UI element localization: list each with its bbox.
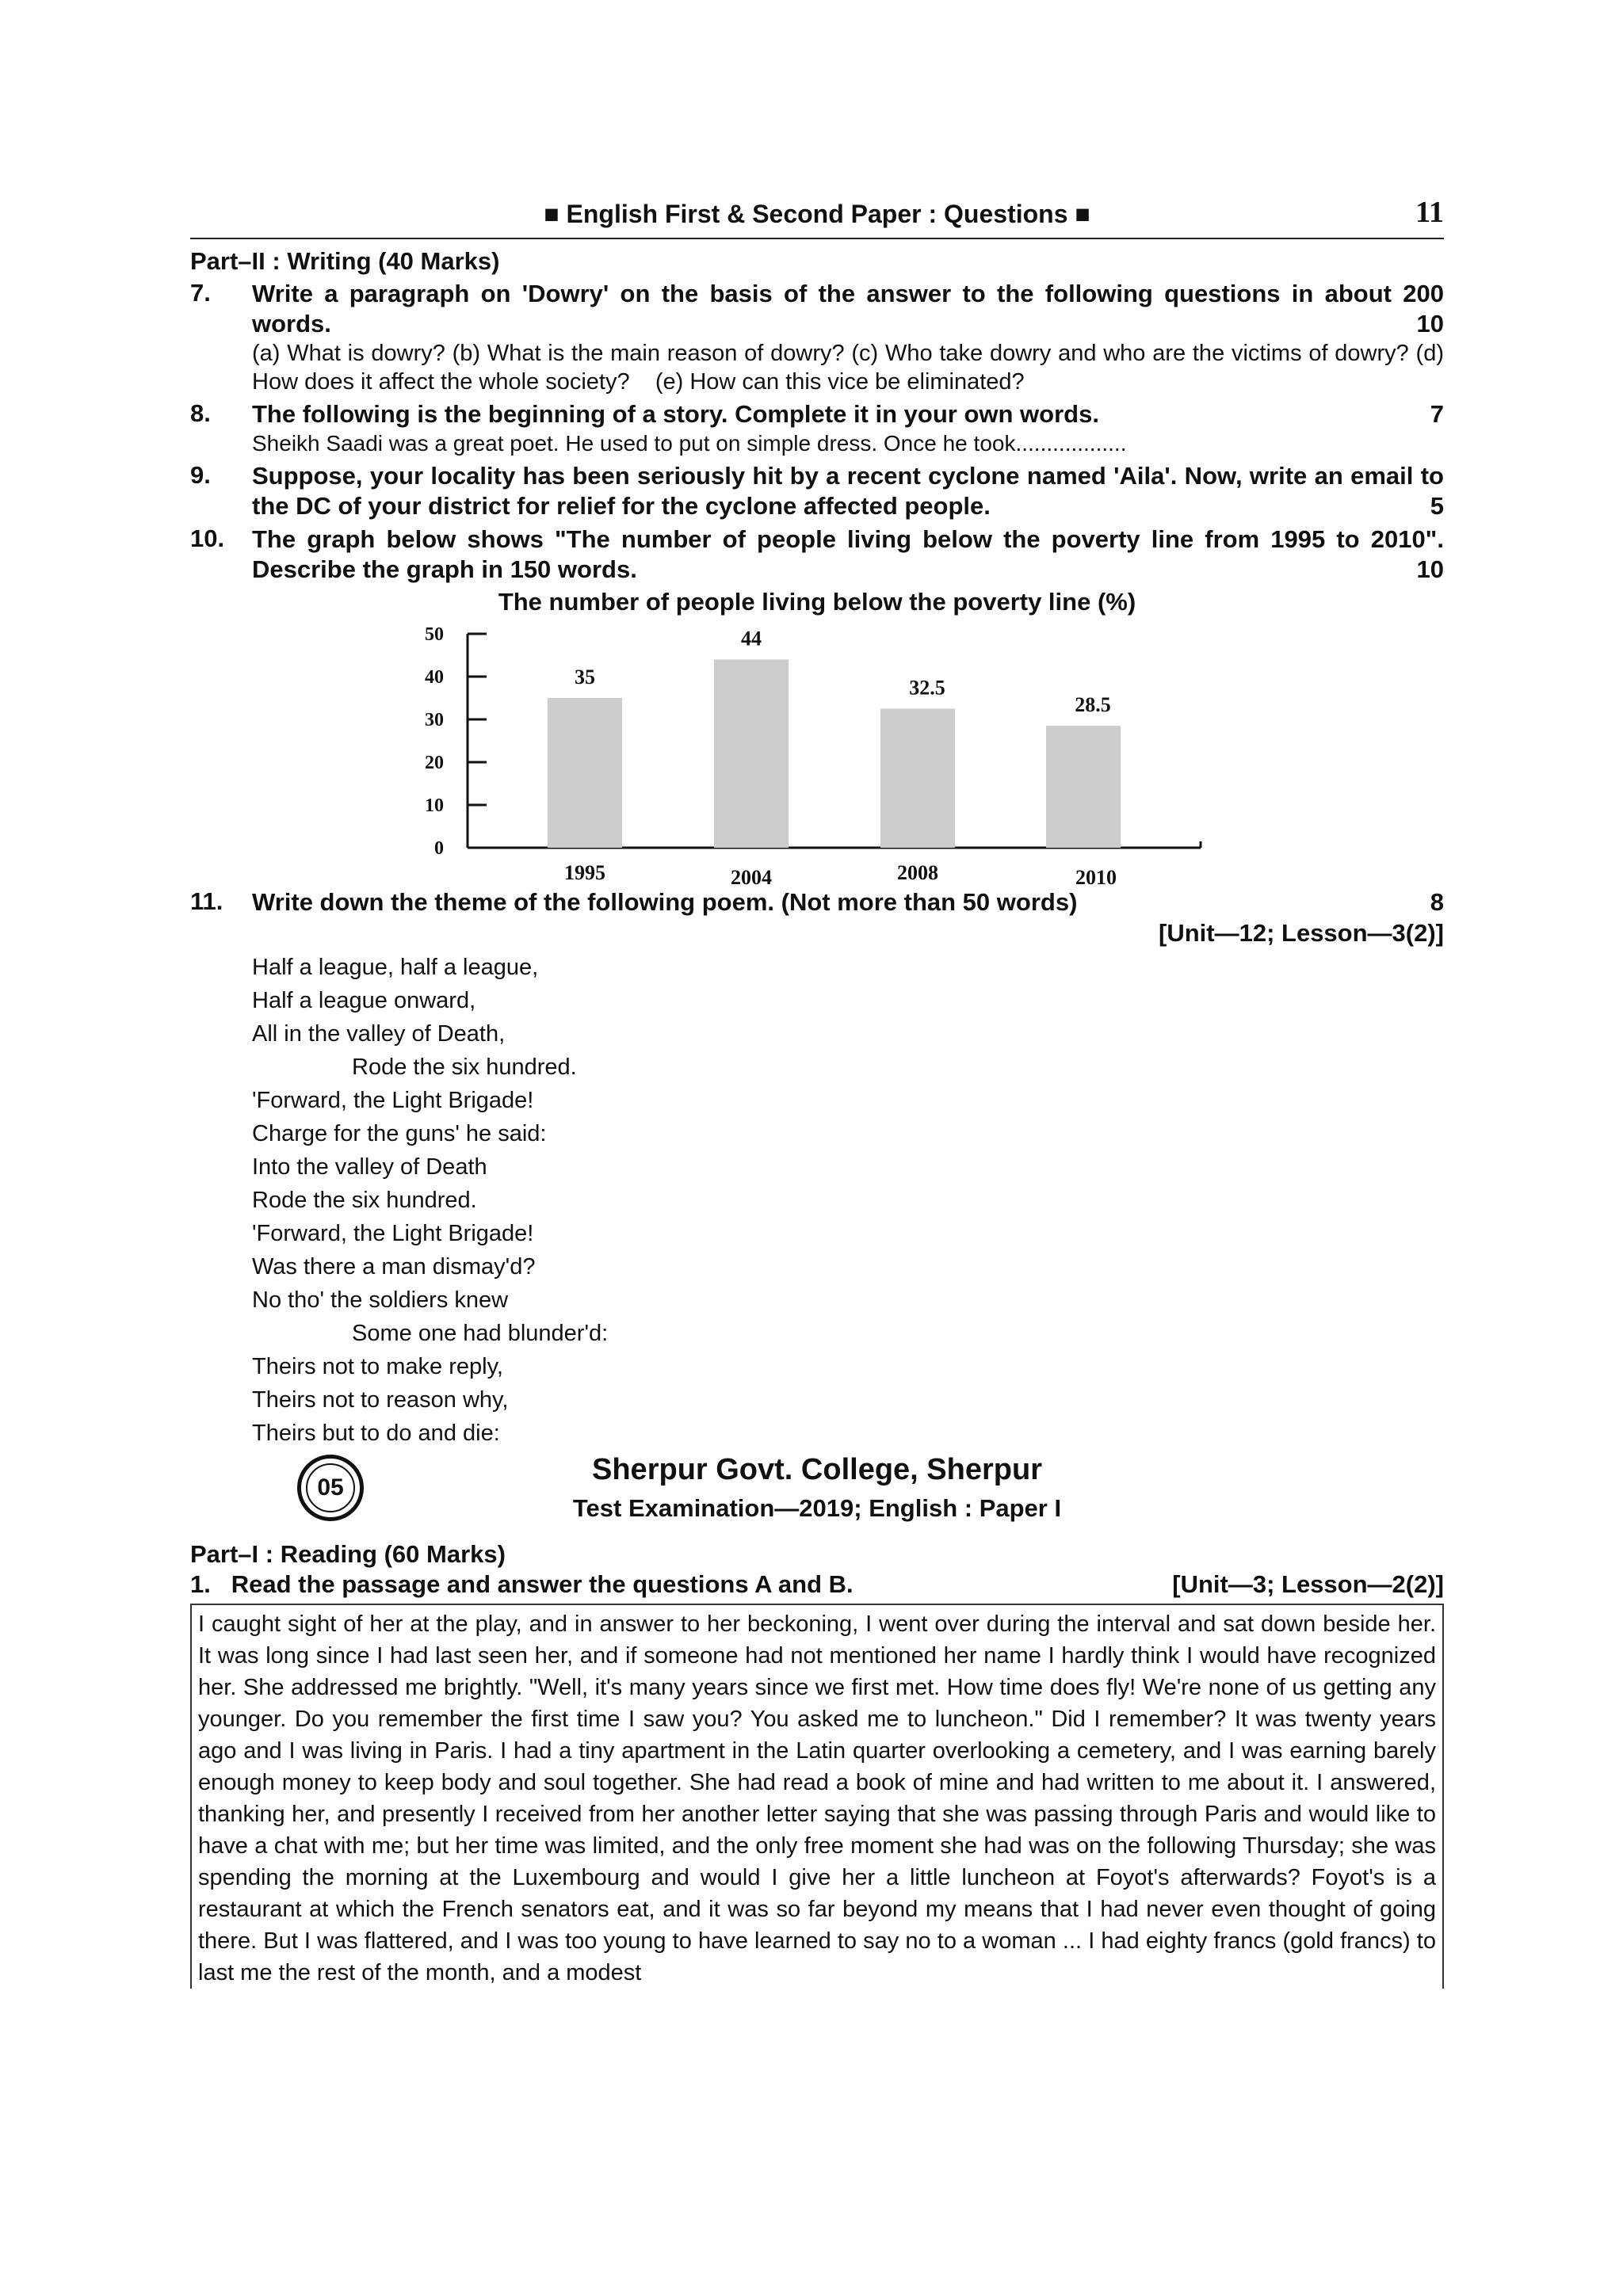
page-header bbox=[190, 190, 1444, 239]
question-9 bbox=[190, 461, 1444, 521]
poem-line: 'Forward, the Light Brigade! bbox=[252, 1088, 534, 1113]
college-heading bbox=[190, 1453, 1444, 1540]
question-prompt: Read the passage and answer the questions A and B. bbox=[231, 1570, 854, 1598]
question-marks: 5 bbox=[1430, 492, 1444, 520]
question-text bbox=[252, 887, 1444, 917]
x-tick-label: 1995 bbox=[564, 861, 605, 884]
x-tick-label: 2004 bbox=[731, 866, 772, 886]
poverty-bar-chart bbox=[190, 616, 1444, 886]
poem-line: Rode the six hundred. bbox=[252, 1188, 477, 1213]
poem-line: 'Forward, the Light Brigade! bbox=[252, 1221, 534, 1246]
question-prompt: Write a paragraph on 'Dowry' on the basis of the answer to the following questions in about 200 words. bbox=[252, 280, 1444, 338]
question-marks: 7 bbox=[1430, 400, 1444, 428]
page-number: 11 bbox=[1415, 196, 1444, 229]
poem-line: Into the valley of Death bbox=[252, 1154, 487, 1180]
question-prompt: The graph below shows "The number of people living below the poverty line from 1995 to 2010". Describe the graph in 150 words. bbox=[252, 525, 1444, 583]
reading-passage: I caught sight of her at the play, and in answer to her beckoning, I went over during the interval and sat down beside her. It was long since I had last seen her, and if someone had not mentioned her name I hardly think I would have recognized her. She addressed me brightly. "Well, it's many years since we first met. How time does fly! We're none of us getting any younger. Do you remember the first time I saw you? You asked me to luncheon." Did I remember? It was twenty years ago and I was living in Paris. I had a tiny apartment in the Latin quarter overlooking a cemetery, and I was earning barely enough money to keep body and soul together. She had read a book of mine and had written to me about it. I answered, thanking her, and presently I received from her another letter saying that she was passing through Paris and would like to have a chat with me; but her time was limited, and the only free moment she had was on the following Thursday; she was spending the morning at the Luxembourg and would I give her a little luncheon at Foyot's afterwards? Foyot's is a restaurant at which the French senators eat, and it was so far beyond my means that I had never even thought of going there. But I was flattered, and I was too young to have learned to say no to a woman ... I had eighty francs (gold francs) to last me the rest of the month, and a modest bbox=[190, 1604, 1444, 1989]
poem-line: No tho' the soldiers knew bbox=[252, 1287, 509, 1313]
part-1-title: Part–I : Reading (60 Marks) bbox=[190, 1540, 506, 1568]
bar-2004 bbox=[714, 659, 789, 848]
question-11 bbox=[190, 887, 1444, 917]
question-8 bbox=[190, 399, 1444, 458]
y-tick-label: 40 bbox=[425, 667, 444, 688]
bar-value-label: 28.5 bbox=[1075, 693, 1111, 717]
question-subparts bbox=[252, 339, 1444, 396]
header-title: ■ English First & Second Paper : Questions ■ bbox=[544, 200, 1090, 228]
question-number: 10. bbox=[190, 524, 225, 552]
unit-lesson-ref: [Unit—12; Lesson—3(2)] bbox=[1159, 919, 1444, 947]
y-tick-label: 10 bbox=[425, 795, 444, 816]
poem-line: Some one had blunder'd: bbox=[352, 1321, 609, 1346]
question-marks: 8 bbox=[1430, 888, 1444, 916]
bar-2010 bbox=[1046, 726, 1121, 848]
subpart-e: (e) How can this vice be eliminated? bbox=[655, 369, 1025, 395]
poem-line: Rode the six hundred. bbox=[352, 1055, 577, 1080]
bar-value-label: 35 bbox=[575, 666, 595, 688]
poem-line: Theirs not to make reply, bbox=[252, 1354, 503, 1379]
question-prompt: Suppose, your locality has been seriously hit by a recent cyclone named 'Aila'. Now, write an email to the DC of your district for relief for the cyclone affected people. bbox=[252, 462, 1444, 520]
question-number: 1. bbox=[190, 1570, 211, 1598]
question-number: 11. bbox=[190, 887, 223, 915]
poem bbox=[190, 951, 1444, 1450]
question-prompt: Write down the theme of the following poem. (Not more than 50 words) bbox=[252, 888, 1078, 916]
poem-line: Charge for the guns' he said: bbox=[252, 1121, 547, 1146]
question-text bbox=[252, 279, 1444, 339]
unit-lesson-ref: [Unit—3; Lesson—2(2)] bbox=[1172, 1570, 1444, 1598]
x-tick-label: 2008 bbox=[897, 861, 938, 884]
bar-value-label: 32.5 bbox=[909, 676, 945, 700]
college-name: Sherpur Govt. College, Sherpur bbox=[592, 1453, 1042, 1486]
question-text bbox=[252, 399, 1444, 429]
question-text bbox=[252, 461, 1444, 521]
x-tick-label: 2010 bbox=[1075, 866, 1117, 886]
y-tick-label: 0 bbox=[434, 838, 444, 859]
question-number: 9. bbox=[190, 461, 211, 489]
poem-line: Theirs not to reason why, bbox=[252, 1387, 509, 1413]
question-number: 8. bbox=[190, 399, 211, 427]
bar-2008 bbox=[880, 709, 955, 849]
question-7 bbox=[190, 279, 1444, 396]
poem-line: Half a league onward, bbox=[252, 988, 476, 1013]
badge-number: 05 bbox=[306, 1463, 355, 1512]
bar-value-label: 44 bbox=[741, 627, 762, 650]
chart-title: The number of people living below the poverty line (%) bbox=[498, 588, 1136, 616]
poem-line: Was there a man dismay'd? bbox=[252, 1254, 536, 1280]
poem-line: Half a league, half a league, bbox=[252, 955, 539, 980]
subparts-a-d: (a) What is dowry? (b) What is the main reason of dowry? (c) Who take dowry and who are the victims of dowry? (d) How does it affect the whole society? bbox=[252, 341, 1444, 395]
exam-title: Test Examination—2019; English : Paper I bbox=[572, 1494, 1062, 1522]
poem-line: Theirs but to do and die: bbox=[252, 1421, 500, 1446]
question-marks: 10 bbox=[1416, 555, 1444, 583]
poem-line: All in the valley of Death, bbox=[252, 1021, 506, 1047]
question-10 bbox=[190, 524, 1444, 585]
question-prompt: The following is the beginning of a story. Complete it in your own words. bbox=[252, 400, 1099, 428]
part-2-title: Part–II : Writing (40 Marks) bbox=[190, 247, 500, 275]
question-text bbox=[252, 524, 1444, 585]
exam-page bbox=[190, 190, 1444, 1989]
y-tick-label: 30 bbox=[425, 710, 444, 730]
question-1 bbox=[190, 1569, 1444, 1600]
question-number: 7. bbox=[190, 279, 211, 307]
question-marks: 10 bbox=[1416, 310, 1444, 338]
y-tick-label: 20 bbox=[425, 753, 444, 773]
bar-1995 bbox=[548, 698, 622, 848]
y-tick-label: 50 bbox=[425, 624, 444, 645]
story-beginning: Sheikh Saadi was a great poet. He used to put on simple dress. Once he took.................. bbox=[252, 431, 1127, 456]
